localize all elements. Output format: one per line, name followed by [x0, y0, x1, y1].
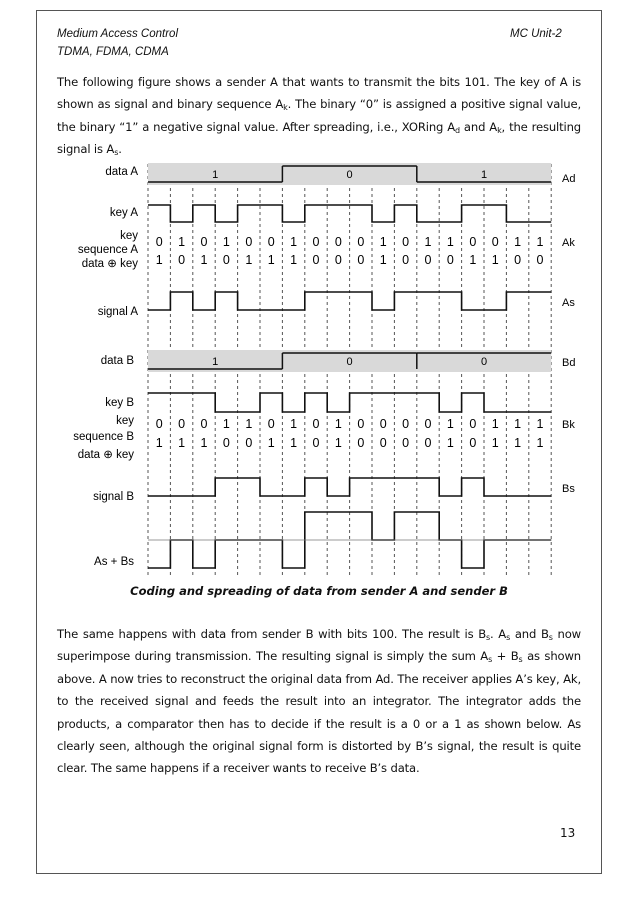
intro-text-1: The following figure shows a sender A that wants to transmit the bits 101. The key of A is shown as signal and binary sequence A	[57, 75, 581, 112]
xor-a-bit: 0	[402, 253, 410, 267]
xor-b-bit: 1	[267, 436, 275, 450]
diagram-marks	[148, 163, 551, 578]
key-seq-b-bit: 0	[402, 417, 410, 431]
key-b-waveform	[148, 393, 551, 412]
data-b-bit-label: 1	[212, 356, 219, 368]
key-seq-a-bit: 0	[469, 235, 477, 249]
key-seq-b-bit: 1	[334, 417, 342, 431]
xor-a-bit: 1	[379, 253, 387, 267]
body-sub-4: s	[488, 655, 493, 665]
label-key-seq-a-1: key	[120, 230, 138, 242]
body-sub-2: s	[506, 633, 511, 642]
xor-b-bit: 0	[357, 436, 365, 450]
body-text-1: The same happens with data from sender B with bits 100. The result is B	[57, 627, 487, 641]
key-seq-b-bit: 1	[222, 417, 230, 431]
xor-b-bit: 1	[155, 436, 163, 450]
xor-b-bit: 0	[424, 436, 432, 450]
xor-b-bit: 1	[491, 436, 499, 450]
label-data-a: data A	[105, 166, 138, 178]
xor-b-bit: 1	[200, 436, 208, 450]
xor-b-bit: 0	[469, 436, 477, 450]
key-seq-b-bit: 1	[491, 417, 499, 431]
header-subtitle: TDMA, FDMA, CDMA	[57, 46, 169, 58]
xor-a-bit: 0	[424, 253, 432, 267]
key-seq-b-bit: 1	[245, 417, 253, 431]
body-text-5: + B	[492, 649, 519, 664]
intro-sub-1: k	[283, 103, 288, 113]
label-ak: Ak	[562, 237, 575, 249]
intro-text-3: and A	[459, 119, 498, 134]
key-seq-a-bit: 1	[379, 235, 387, 249]
key-seq-b-bit: 0	[357, 417, 365, 431]
page-number: 13	[560, 826, 576, 840]
xor-b-bit: 1	[514, 436, 522, 450]
label-key-a: key A	[109, 207, 138, 219]
data-b-bit-label: 0	[480, 356, 488, 368]
key-seq-a-bit: 0	[267, 235, 275, 249]
xor-a-bit: 1	[290, 253, 298, 267]
label-key-b: key B	[105, 397, 134, 409]
label-key-seq-b-1: key	[116, 415, 134, 427]
body-text-3: and B	[510, 627, 549, 641]
key-seq-a-bit: 1	[290, 235, 298, 249]
data-a-bit-label: 0	[346, 169, 353, 181]
key-seq-a-bit: 0	[200, 235, 208, 249]
key-seq-b-bit: 0	[178, 417, 186, 431]
body-sub-5: s	[518, 655, 523, 665]
intro-sub-3: k	[497, 125, 502, 135]
key-seq-a-bit: 0	[357, 235, 365, 249]
key-seq-b-bit: 0	[424, 417, 432, 431]
cdma-figure	[60, 160, 578, 580]
xor-b-bit: 0	[312, 436, 320, 450]
label-sum: As + Bs	[94, 556, 134, 568]
xor-a-bit: 0	[536, 253, 544, 267]
xor-b-bit: 1	[446, 436, 454, 450]
xor-a-bit: 0	[357, 253, 365, 267]
key-seq-a-bit: 0	[245, 235, 253, 249]
intro-paragraph	[57, 71, 581, 161]
xor-a-bit: 1	[491, 253, 499, 267]
data-a-bit-label: 1	[480, 169, 488, 181]
key-seq-b-bit: 1	[290, 417, 298, 431]
data-b-bit-label: 0	[346, 356, 353, 368]
intro-sub-4: s	[114, 148, 119, 158]
key-seq-b-bit: 1	[446, 417, 454, 431]
key-seq-a-bit: 1	[178, 235, 186, 249]
key-seq-b-bit: 0	[200, 417, 208, 431]
key-seq-b-bit: 1	[536, 417, 544, 431]
key-seq-a-bit: 0	[491, 235, 499, 249]
body-text-4: now superimpose during transmission. The resulting signal is simply the sum A	[57, 627, 581, 664]
key-seq-b-bit: 0	[312, 417, 320, 431]
xor-a-bit: 1	[469, 253, 477, 267]
label-signal-a: signal A	[97, 306, 138, 318]
intro-text-4: , the resulting signal is A	[57, 119, 582, 157]
label-key-seq-a-2: sequence A	[77, 244, 138, 256]
signal-a-waveform	[148, 292, 551, 310]
xor-a-bit: 1	[200, 253, 208, 267]
xor-a-bit: 1	[245, 253, 253, 267]
key-seq-a-bit: 1	[536, 235, 544, 249]
label-bd: Bd	[562, 357, 576, 369]
xor-a-bit: 0	[446, 253, 454, 267]
key-seq-a-bit: 0	[155, 235, 163, 249]
key-seq-a-bit: 1	[424, 235, 432, 249]
key-seq-a-bit: 0	[334, 235, 342, 249]
xor-a-bit: 0	[334, 253, 342, 267]
xor-a-bit: 1	[267, 253, 275, 267]
label-signal-b: signal B	[93, 491, 134, 503]
label-xor-b: data ⊕ key	[77, 449, 134, 461]
body-paragraph	[57, 623, 581, 780]
key-seq-b-bit: 0	[267, 417, 275, 431]
label-data-b: data B	[100, 355, 134, 367]
label-bk: Bk	[562, 419, 575, 431]
figure-caption: Coding and spreading of data from sender A and sender B	[130, 584, 508, 598]
xor-b-bit: 0	[245, 436, 253, 450]
label-xor-a: data ⊕ key	[81, 258, 138, 270]
header-unit: MC Unit-2	[510, 28, 562, 40]
key-seq-b-bit: 1	[514, 417, 522, 431]
xor-b-bit: 0	[402, 436, 410, 450]
key-seq-a-bit: 1	[514, 235, 522, 249]
xor-a-bit: 0	[222, 253, 230, 267]
key-seq-a-bit: 0	[402, 235, 410, 249]
xor-a-bit: 0	[178, 253, 186, 267]
key-seq-b-bit: 0	[155, 417, 163, 431]
body-sub-3: s	[548, 633, 553, 642]
key-seq-b-bit: 0	[469, 417, 477, 431]
cdma-spreading-diagram	[60, 160, 578, 580]
xor-b-bit: 1	[178, 436, 186, 450]
key-seq-a-bit: 1	[446, 235, 454, 249]
header-title: Medium Access Control	[57, 28, 179, 40]
key-seq-b-bit: 0	[379, 417, 387, 431]
xor-a-bit: 0	[312, 253, 320, 267]
label-bs: Bs	[562, 483, 575, 495]
xor-a-bit: 1	[155, 253, 163, 267]
label-key-seq-b-2: sequence B	[73, 431, 134, 443]
body-sub-1: s	[486, 633, 491, 642]
label-ad: Ad	[562, 173, 576, 185]
signal-b-waveform	[148, 478, 551, 496]
xor-b-bit: 0	[379, 436, 387, 450]
key-seq-a-bit: 1	[222, 235, 230, 249]
body-text-6: as shown above. A now tries to reconstruct the original data from Ad. The receiver applies A’s key, Ak, to the received signal and feeds the result into an integrator. The integrator adds the products, a comparator then has to decide if the result is a 0 or a 1 as shown below. As clearly seen, although the original signal form is distorted by B’s signal, the result is quite clear. The same happens if a receiver wants to receive B’s data.	[57, 649, 581, 776]
xor-b-bit: 0	[222, 436, 230, 450]
label-as: As	[562, 297, 575, 309]
xor-b-bit: 1	[334, 436, 342, 450]
key-seq-a-bit: 0	[312, 235, 320, 249]
intro-text-2: . The binary “0” is assigned a positive signal value, the binary “1” a negative signal value. After spreading, i.e., XORing A	[57, 97, 581, 134]
body-text-2: . A	[490, 627, 507, 641]
xor-b-bit: 1	[290, 436, 298, 450]
xor-a-bit: 0	[514, 253, 522, 267]
intro-sub-2: d	[455, 125, 460, 135]
intro-text-5: .	[118, 142, 122, 157]
xor-b-bit: 1	[536, 436, 544, 450]
data-a-bit-label: 1	[212, 169, 219, 181]
